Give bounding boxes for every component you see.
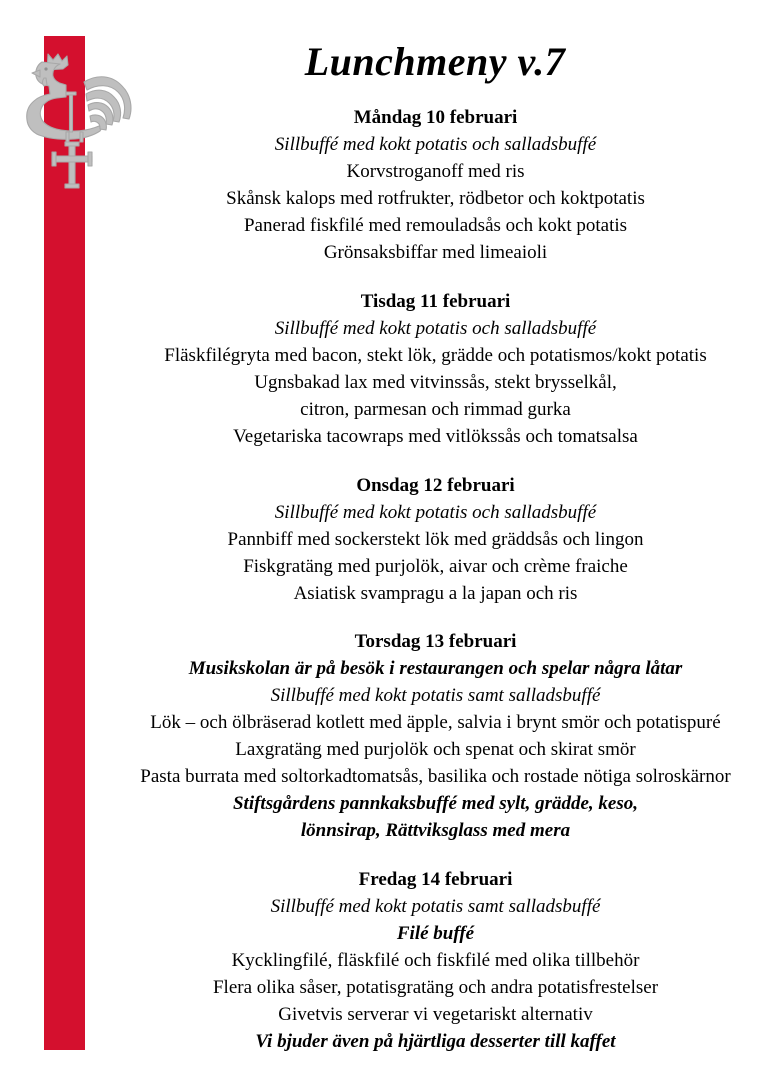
menu-line: Musikskolan är på besök i restaurangen och spelar några låtar [188, 658, 683, 680]
red-accent-bar [44, 36, 85, 1050]
menu-line: Sillbuffé med kokt potatis och salladsbuffé [274, 133, 597, 155]
menu-line: Fiskgratäng med purjolök, aivar och crème fraiche [243, 555, 628, 577]
menu-line: Stiftsgårdens pannkaksbuffé med sylt, grädde, keso, [232, 793, 638, 815]
menu-line: Flera olika såser, potatisgratäng och andra potatisfrestelser [212, 977, 659, 999]
menu-line: Pannbiff med sockerstekt lök med gräddsås och lingon [227, 528, 644, 550]
menu-line: Sillbuffé med kokt potatis samt salladsbuffé [270, 896, 601, 918]
menu-line: Grönsaksbiffar med limeaioli [323, 241, 548, 263]
menu-line: Vi bjuder även på hjärtliga desserter till kaffet [255, 1031, 616, 1053]
day-block-thursday [98, 629, 768, 845]
menu-line: Laxgratäng med purjolök och spenat och skirat smör [235, 739, 636, 761]
menu-line: Sillbuffé med kokt potatis och salladsbuffé [274, 501, 597, 523]
menu-line: citron, parmesan och rimmad gurka [300, 398, 571, 420]
day-block-friday [98, 867, 768, 1056]
menu-line: Vegetariska tacowraps med vitlökssås och tomatsalsa [233, 425, 638, 447]
day-heading: Fredag 14 februari [358, 869, 513, 891]
menu-line: Kycklingfilé, fläskfilé och fiskfilé med olika tillbehör [231, 950, 640, 972]
menu-line: Panerad fiskfilé med remouladsås och kokt potatis [243, 214, 628, 236]
menu-days-list [98, 105, 768, 1056]
menu-line: Givetvis serverar vi vegetariskt alternativ [278, 1004, 593, 1026]
day-heading: Måndag 10 februari [353, 107, 518, 128]
menu-line: Filé buffé [396, 923, 475, 945]
menu-line: Fläskfilégryta med bacon, stekt lök, grädde och potatismos/kokt potatis [164, 344, 707, 366]
day-heading: Torsdag 13 februari [354, 631, 517, 653]
menu-line: Ugnsbakad lax med vitvinssås, stekt brysselkål, [254, 371, 617, 393]
day-block-tuesday [98, 289, 768, 451]
menu-line: Sillbuffé med kokt potatis och salladsbuffé [274, 317, 597, 339]
menu-line: Asiatisk svampragu a la japan och ris [293, 582, 578, 604]
day-block-wednesday [98, 473, 768, 608]
day-heading: Tisdag 11 februari [360, 290, 511, 312]
menu-line: lönnsirap, Rättviksglass med mera [300, 820, 571, 842]
menu-line: Korvstroganoff med ris [346, 160, 525, 182]
page-title: Lunchmeny v.7 [304, 39, 566, 84]
menu-line: Lök – och ölbräserad kotlett med äpple, salvia i brynt smör och potatispuré [150, 712, 721, 734]
day-block-monday [98, 105, 768, 267]
menu-line: Skånsk kalops med rotfrukter, rödbetor och koktpotatis [226, 187, 645, 209]
menu-line: Pasta burrata med soltorkadtomatsås, basilika och rostade nötiga solroskärnor [140, 766, 731, 788]
day-heading: Onsdag 12 februari [356, 474, 515, 496]
menu-line: Sillbuffé med kokt potatis samt salladsbuffé [270, 685, 601, 707]
